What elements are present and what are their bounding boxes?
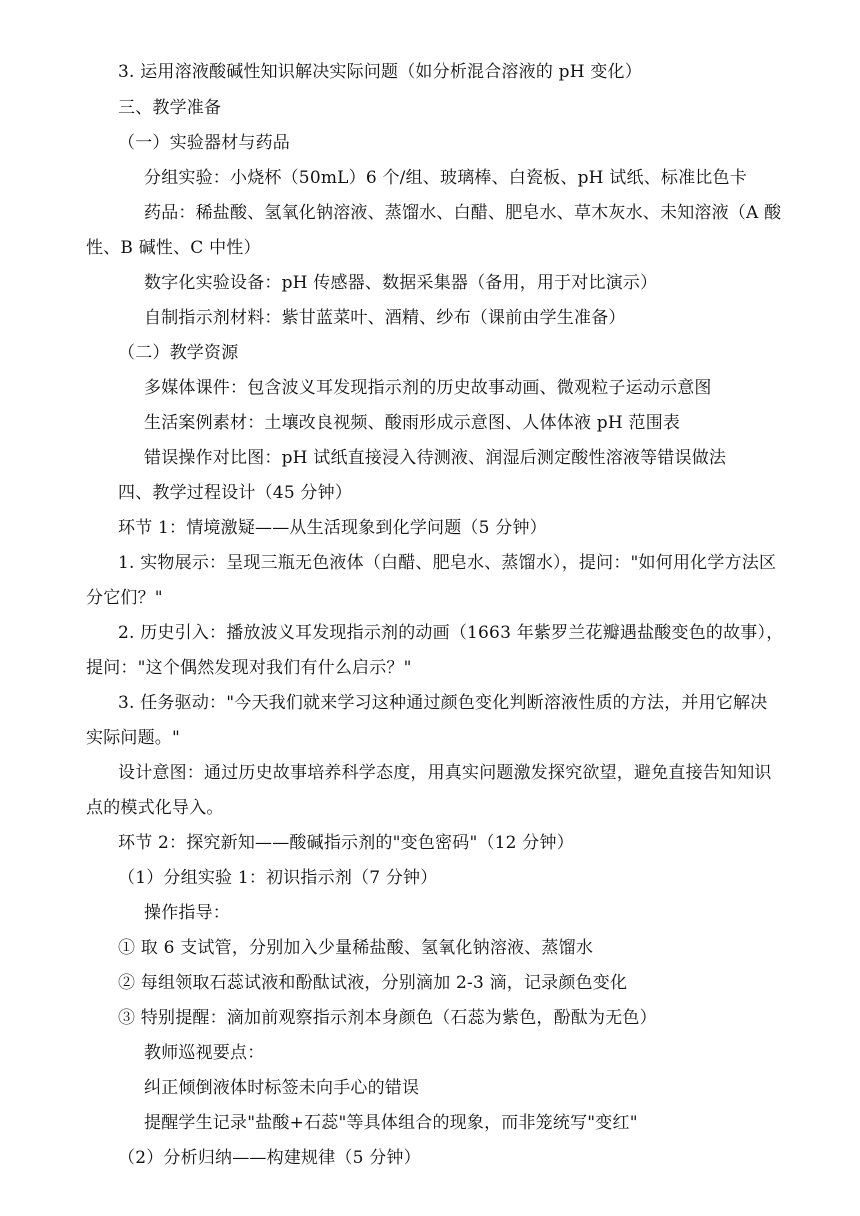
subsection-heading-resources: （二）教学资源: [118, 343, 239, 363]
operation-step-3: ③ 特别提醒：滴加前观察指示剂本身颜色（石蕊为紫色，酚酞为无色）: [118, 1008, 657, 1028]
teacher-patrol-point-1: 纠正倾倒液体时标签未向手心的错误: [144, 1078, 420, 1098]
group-experiment-1-heading: （1）分组实验 1：初识指示剂（7 分钟）: [118, 868, 438, 888]
operation-step-2: ② 每组领取石蕊试液和酚酞试液，分别滴加 2-3 滴，记录颜色变化: [118, 973, 628, 993]
stage-1-item-1: 1. 实物展示：呈现三瓶无色液体（白醋、肥皂水、蒸馏水），提问："如何用化学方法区: [118, 553, 777, 573]
stage-2-heading: 环节 2：探究新知——酸碱指示剂的"变色密码"（12 分钟）: [118, 833, 574, 853]
section-heading-preparation: 三、教学准备: [118, 98, 222, 118]
subsection-heading-equipment: （一）实验器材与药品: [118, 133, 290, 153]
multimedia-line: 多媒体课件：包含波义耳发现指示剂的历史故事动画、微观粒子运动示意图: [144, 378, 712, 398]
operation-step-1: ① 取 6 支试管，分别加入少量稀盐酸、氢氧化钠溶液、蒸馏水: [118, 938, 594, 958]
digital-equipment-line: 数字化实验设备：pH 传感器、数据采集器（备用，用于对比演示）: [144, 273, 658, 293]
reagents-line: 药品：稀盐酸、氢氧化钠溶液、蒸馏水、白醋、肥皂水、草木灰水、未知溶液（A 酸: [144, 203, 782, 223]
reagents-line-continued: 性、B 碱性、C 中性）: [86, 238, 261, 258]
teacher-patrol-point-2: 提醒学生记录"盐酸+石蕊"等具体组合的现象，而非笼统写"变红": [144, 1113, 638, 1133]
design-intent-line: 设计意图：通过历史故事培养科学态度，用真实问题激发探究欲望，避免直接告知知识: [118, 763, 772, 783]
life-case-line: 生活案例素材：土壤改良视频、酸雨形成示意图、人体体液 pH 范围表: [144, 413, 681, 433]
analysis-heading: （2）分析归纳——构建规律（5 分钟）: [118, 1148, 421, 1168]
error-comparison-line: 错误操作对比图：pH 试纸直接浸入待测液、润湿后测定酸性溶液等错误做法: [144, 448, 727, 468]
section-heading-process: 四、教学过程设计（45 分钟）: [118, 483, 353, 503]
group-experiment-line: 分组实验：小烧杯（50mL）6 个/组、玻璃棒、白瓷板、pH 试纸、标准比色卡: [144, 168, 747, 188]
stage-1-item-3: 3. 任务驱动："今天我们就来学习这种通过颜色变化判断溶液性质的方法，并用它解决: [118, 693, 768, 713]
indicator-materials-line: 自制指示剂材料：紫甘蓝菜叶、酒精、纱布（课前由学生准备）: [144, 308, 626, 328]
design-intent-line-continued: 点的模式化导入。: [86, 798, 224, 818]
stage-1-heading: 环节 1：情境激疑——从生活现象到化学问题（5 分钟）: [118, 518, 547, 538]
stage-1-item-2: 2. 历史引入：播放波义耳发现指示剂的动画（1663 年紫罗兰花瓣遇盐酸变色的故事），: [118, 623, 784, 643]
objective-3: 3. 运用溶液酸碱性知识解决实际问题（如分析混合溶液的 pH 变化）: [118, 62, 642, 82]
stage-1-item-3-continued: 实际问题。": [86, 728, 181, 748]
teacher-patrol-label: 教师巡视要点：: [144, 1043, 265, 1063]
stage-1-item-1-continued: 分它们？": [86, 588, 163, 608]
operation-guide-label: 操作指导：: [144, 903, 230, 923]
stage-1-item-2-continued: 提问："这个偶然发现对我们有什么启示？": [86, 658, 412, 678]
